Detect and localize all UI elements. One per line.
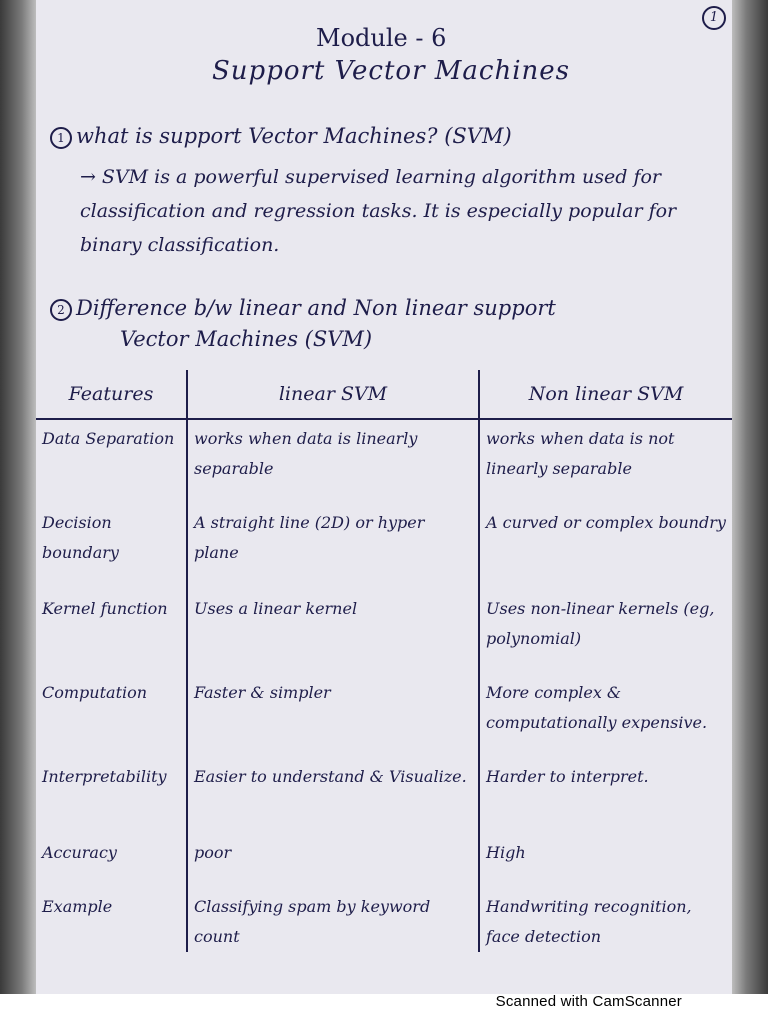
table-header-row bbox=[36, 370, 732, 419]
question-2-line-2: Vector Machines (SVM) bbox=[120, 327, 373, 351]
page-title: Support Vector Machines bbox=[212, 56, 570, 86]
linear-cell: A straight line (2D) or hyper plane bbox=[187, 504, 479, 590]
header-linear-svm: linear SVM bbox=[187, 370, 479, 419]
linear-cell: Classifying spam by keyword count bbox=[187, 888, 479, 952]
question-1 bbox=[50, 124, 512, 149]
notebook-page bbox=[36, 0, 732, 994]
nonlinear-cell: works when data is not linearly separable bbox=[479, 419, 732, 504]
feature-cell: Kernel function bbox=[42, 599, 168, 618]
question-2-number: 2 bbox=[50, 299, 72, 321]
linear-cell: Easier to understand & Visualize. bbox=[187, 758, 479, 834]
feature-cell: Accuracy bbox=[42, 843, 117, 862]
linear-cell: poor bbox=[187, 834, 479, 888]
linear-cell: works when data is linearly separable bbox=[187, 419, 479, 504]
feature-cell: Interpretability bbox=[42, 767, 167, 786]
question-1-text: what is support Vector Machines? (SVM) bbox=[76, 124, 512, 148]
comparison-table bbox=[36, 370, 732, 952]
table-row bbox=[36, 504, 732, 590]
question-2-line-1: Difference b/w linear and Non linear support bbox=[76, 296, 556, 320]
linear-cell: Faster & simpler bbox=[187, 674, 479, 758]
linear-cell: Uses a linear kernel bbox=[187, 590, 479, 674]
nonlinear-cell: Handwriting recognition, face detection bbox=[479, 888, 732, 952]
page-edge-left bbox=[0, 0, 36, 994]
question-2 bbox=[50, 296, 556, 321]
nonlinear-cell: Uses non-linear kernels (eg, polynomial) bbox=[479, 590, 732, 674]
header-features: Features bbox=[68, 383, 154, 405]
answer-1 bbox=[80, 160, 700, 262]
answer-1-text: SVM is a powerful supervised learning algorithm used for classification and regression tasks. It is especially popular for binary classification. bbox=[80, 166, 677, 256]
nonlinear-cell: More complex & computationally expensive. bbox=[479, 674, 732, 758]
feature-cell: Example bbox=[42, 897, 113, 916]
question-1-number: 1 bbox=[50, 127, 72, 149]
feature-cell: Decision boundary bbox=[42, 513, 119, 562]
table-row bbox=[36, 888, 732, 952]
arrow-icon: → bbox=[80, 166, 96, 188]
table-row bbox=[36, 590, 732, 674]
page-number: 1 bbox=[702, 6, 726, 30]
camscanner-watermark: Scanned with CamScanner bbox=[495, 993, 682, 1010]
header-nonlinear-svm: Non linear SVM bbox=[479, 370, 732, 419]
table-row bbox=[36, 834, 732, 888]
table-row bbox=[36, 758, 732, 834]
module-heading: Module - 6 bbox=[316, 24, 447, 52]
table-row bbox=[36, 419, 732, 504]
nonlinear-cell: A curved or complex boundry bbox=[479, 504, 732, 590]
feature-cell: Data Separation bbox=[42, 429, 175, 448]
nonlinear-cell: High bbox=[479, 834, 732, 888]
page-edge-right bbox=[732, 0, 768, 994]
table-row bbox=[36, 674, 732, 758]
feature-cell: Computation bbox=[42, 683, 148, 702]
nonlinear-cell: Harder to interpret. bbox=[479, 758, 732, 834]
